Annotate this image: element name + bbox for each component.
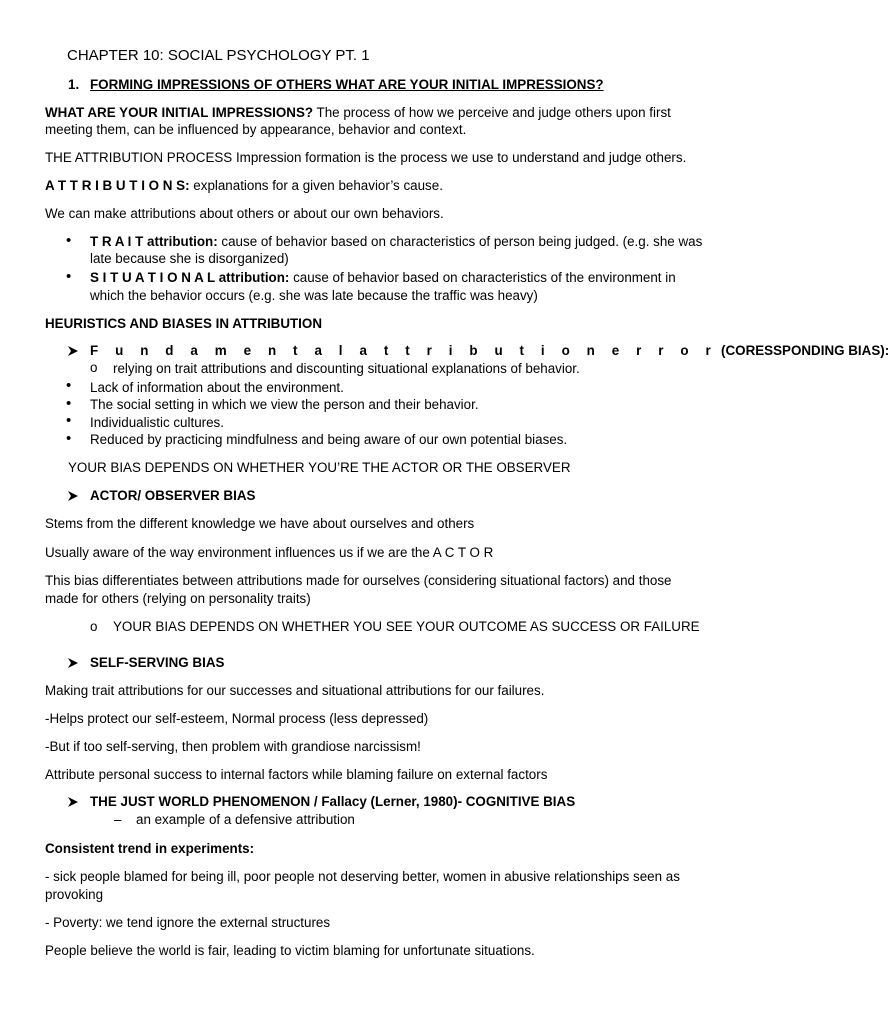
- list-item: Reduced by practicing mindfulness and being aware of our own potential biases.: [90, 432, 568, 447]
- term-trait: T R A I T: [90, 234, 144, 249]
- paragraph-helps: -Helps protect our self-esteem, Normal process (less depressed): [45, 711, 429, 726]
- term-suffix: attribution:: [214, 270, 290, 285]
- paragraph-attributions: [45, 177, 443, 194]
- list-item-line: which the behavior occurs (e.g. she was late because the traffic was heavy): [90, 288, 538, 303]
- bullet-icon: •: [66, 268, 72, 285]
- paragraph-initial-impressions: [45, 104, 671, 121]
- section-heading: FORMING IMPRESSIONS OF OTHERS WHAT ARE YOUR INITIAL IMPRESSIONS?: [90, 77, 604, 92]
- definition-text: cause of behavior based on characteristics of the environment in: [289, 270, 676, 285]
- bullet-icon: •: [66, 232, 72, 249]
- term-suffix: (CORESSPONDING BIAS):: [717, 343, 889, 358]
- paragraph-usually: Usually aware of the way environment influences us if we are the A C T O R: [45, 545, 494, 560]
- heading-self-serving: SELF-SERVING BIAS: [90, 655, 225, 670]
- paragraph-line: provoking: [45, 887, 104, 902]
- dash-marker: –: [114, 812, 122, 827]
- paragraph-lead: WHAT ARE YOUR INITIAL IMPRESSIONS?: [45, 105, 314, 120]
- list-item-fae: [90, 342, 889, 359]
- heading-actor-observer: ACTOR/ OBSERVER BIAS: [90, 488, 256, 503]
- heading-just-world: THE JUST WORLD PHENOMENON / Fallacy (Lerner, 1980)- COGNITIVE BIAS: [90, 794, 576, 809]
- sub-marker: o: [90, 619, 98, 634]
- term-situational: S I T U A T I O N A L: [90, 270, 215, 285]
- sub-item-fae: relying on trait attributions and discounting situational explanations of behavior.: [113, 361, 580, 376]
- definition-text: explanations for a given behavior’s cause.: [189, 178, 443, 193]
- arrow-bullet-icon: [67, 796, 79, 808]
- paragraph-line: made for others (relying on personality traits): [45, 591, 311, 606]
- arrow-bullet-icon: [67, 657, 79, 669]
- list-item-situational: [90, 269, 676, 286]
- arrow-bullet-icon: [67, 345, 79, 357]
- sub-item-outcome: YOUR BIAS DEPENDS ON WHETHER YOU SEE YOUR OUTCOME AS SUCCESS OR FAILURE: [113, 619, 700, 634]
- sub-item-just-world: an example of a defensive attribution: [136, 812, 355, 827]
- term-fae: F u n d a m e n t a l a t t r i b u t i o n e r r o r: [90, 343, 718, 358]
- paragraph-differentiates: This bias differentiates between attributions made for ourselves (considering situational factors) and those: [45, 573, 672, 588]
- paragraph-stems: Stems from the different knowledge we have about ourselves and others: [45, 516, 475, 531]
- bullet-icon: •: [66, 377, 72, 394]
- page-title: CHAPTER 10: SOCIAL PSYCHOLOGY PT. 1: [67, 47, 370, 64]
- paragraph-making: Making trait attributions for our successes and situational attributions for our failures.: [45, 683, 545, 698]
- section-number: 1.: [68, 77, 80, 92]
- list-item-trait: [90, 233, 702, 250]
- paragraph-believe: People believe the world is fair, leading to victim blaming for unfortunate situations.: [45, 943, 535, 958]
- bullet-icon: •: [66, 430, 72, 447]
- paragraph-poverty: - Poverty: we tend ignore the external structures: [45, 915, 331, 930]
- paragraph-line: meeting them, can be influenced by appearance, behavior and context.: [45, 122, 467, 137]
- list-item-line: late because she is disorganized): [90, 251, 289, 266]
- heading-heuristics: HEURISTICS AND BIASES IN ATTRIBUTION: [45, 316, 322, 331]
- heading-consistent-trend: Consistent trend in experiments:: [45, 841, 255, 856]
- paragraph-bias-depends: YOUR BIAS DEPENDS ON WHETHER YOU’RE THE ACTOR OR THE OBSERVER: [68, 460, 571, 475]
- arrow-bullet-icon: [67, 490, 79, 502]
- list-item: The social setting in which we view the person and their behavior.: [90, 397, 479, 412]
- paragraph-but: -But if too self-serving, then problem with grandiose narcissism!: [45, 739, 421, 754]
- paragraph-sick: - sick people blamed for being ill, poor people not deserving better, women in abusive relationships seen as: [45, 869, 680, 884]
- bullet-icon: •: [66, 395, 72, 412]
- term-suffix: attribution:: [143, 234, 218, 249]
- paragraph-make-attributions: We can make attributions about others or about our own behaviors.: [45, 206, 444, 221]
- paragraph-attribute: Attribute personal success to internal factors while blaming failure on external factors: [45, 767, 548, 782]
- list-item: Individualistic cultures.: [90, 415, 224, 430]
- paragraph-attribution-process: THE ATTRIBUTION PROCESS Impression formation is the process we use to understand and judge others.: [45, 150, 687, 165]
- list-item: Lack of information about the environment.: [90, 380, 344, 395]
- bullet-icon: •: [66, 412, 72, 429]
- paragraph-text: The process of how we perceive and judge others upon first: [313, 105, 671, 120]
- definition-text: cause of behavior based on characteristics of person being judged. (e.g. she was: [217, 234, 703, 249]
- sub-marker: o: [90, 360, 98, 375]
- term-attributions: A T T R I B U T I O N S:: [45, 178, 190, 193]
